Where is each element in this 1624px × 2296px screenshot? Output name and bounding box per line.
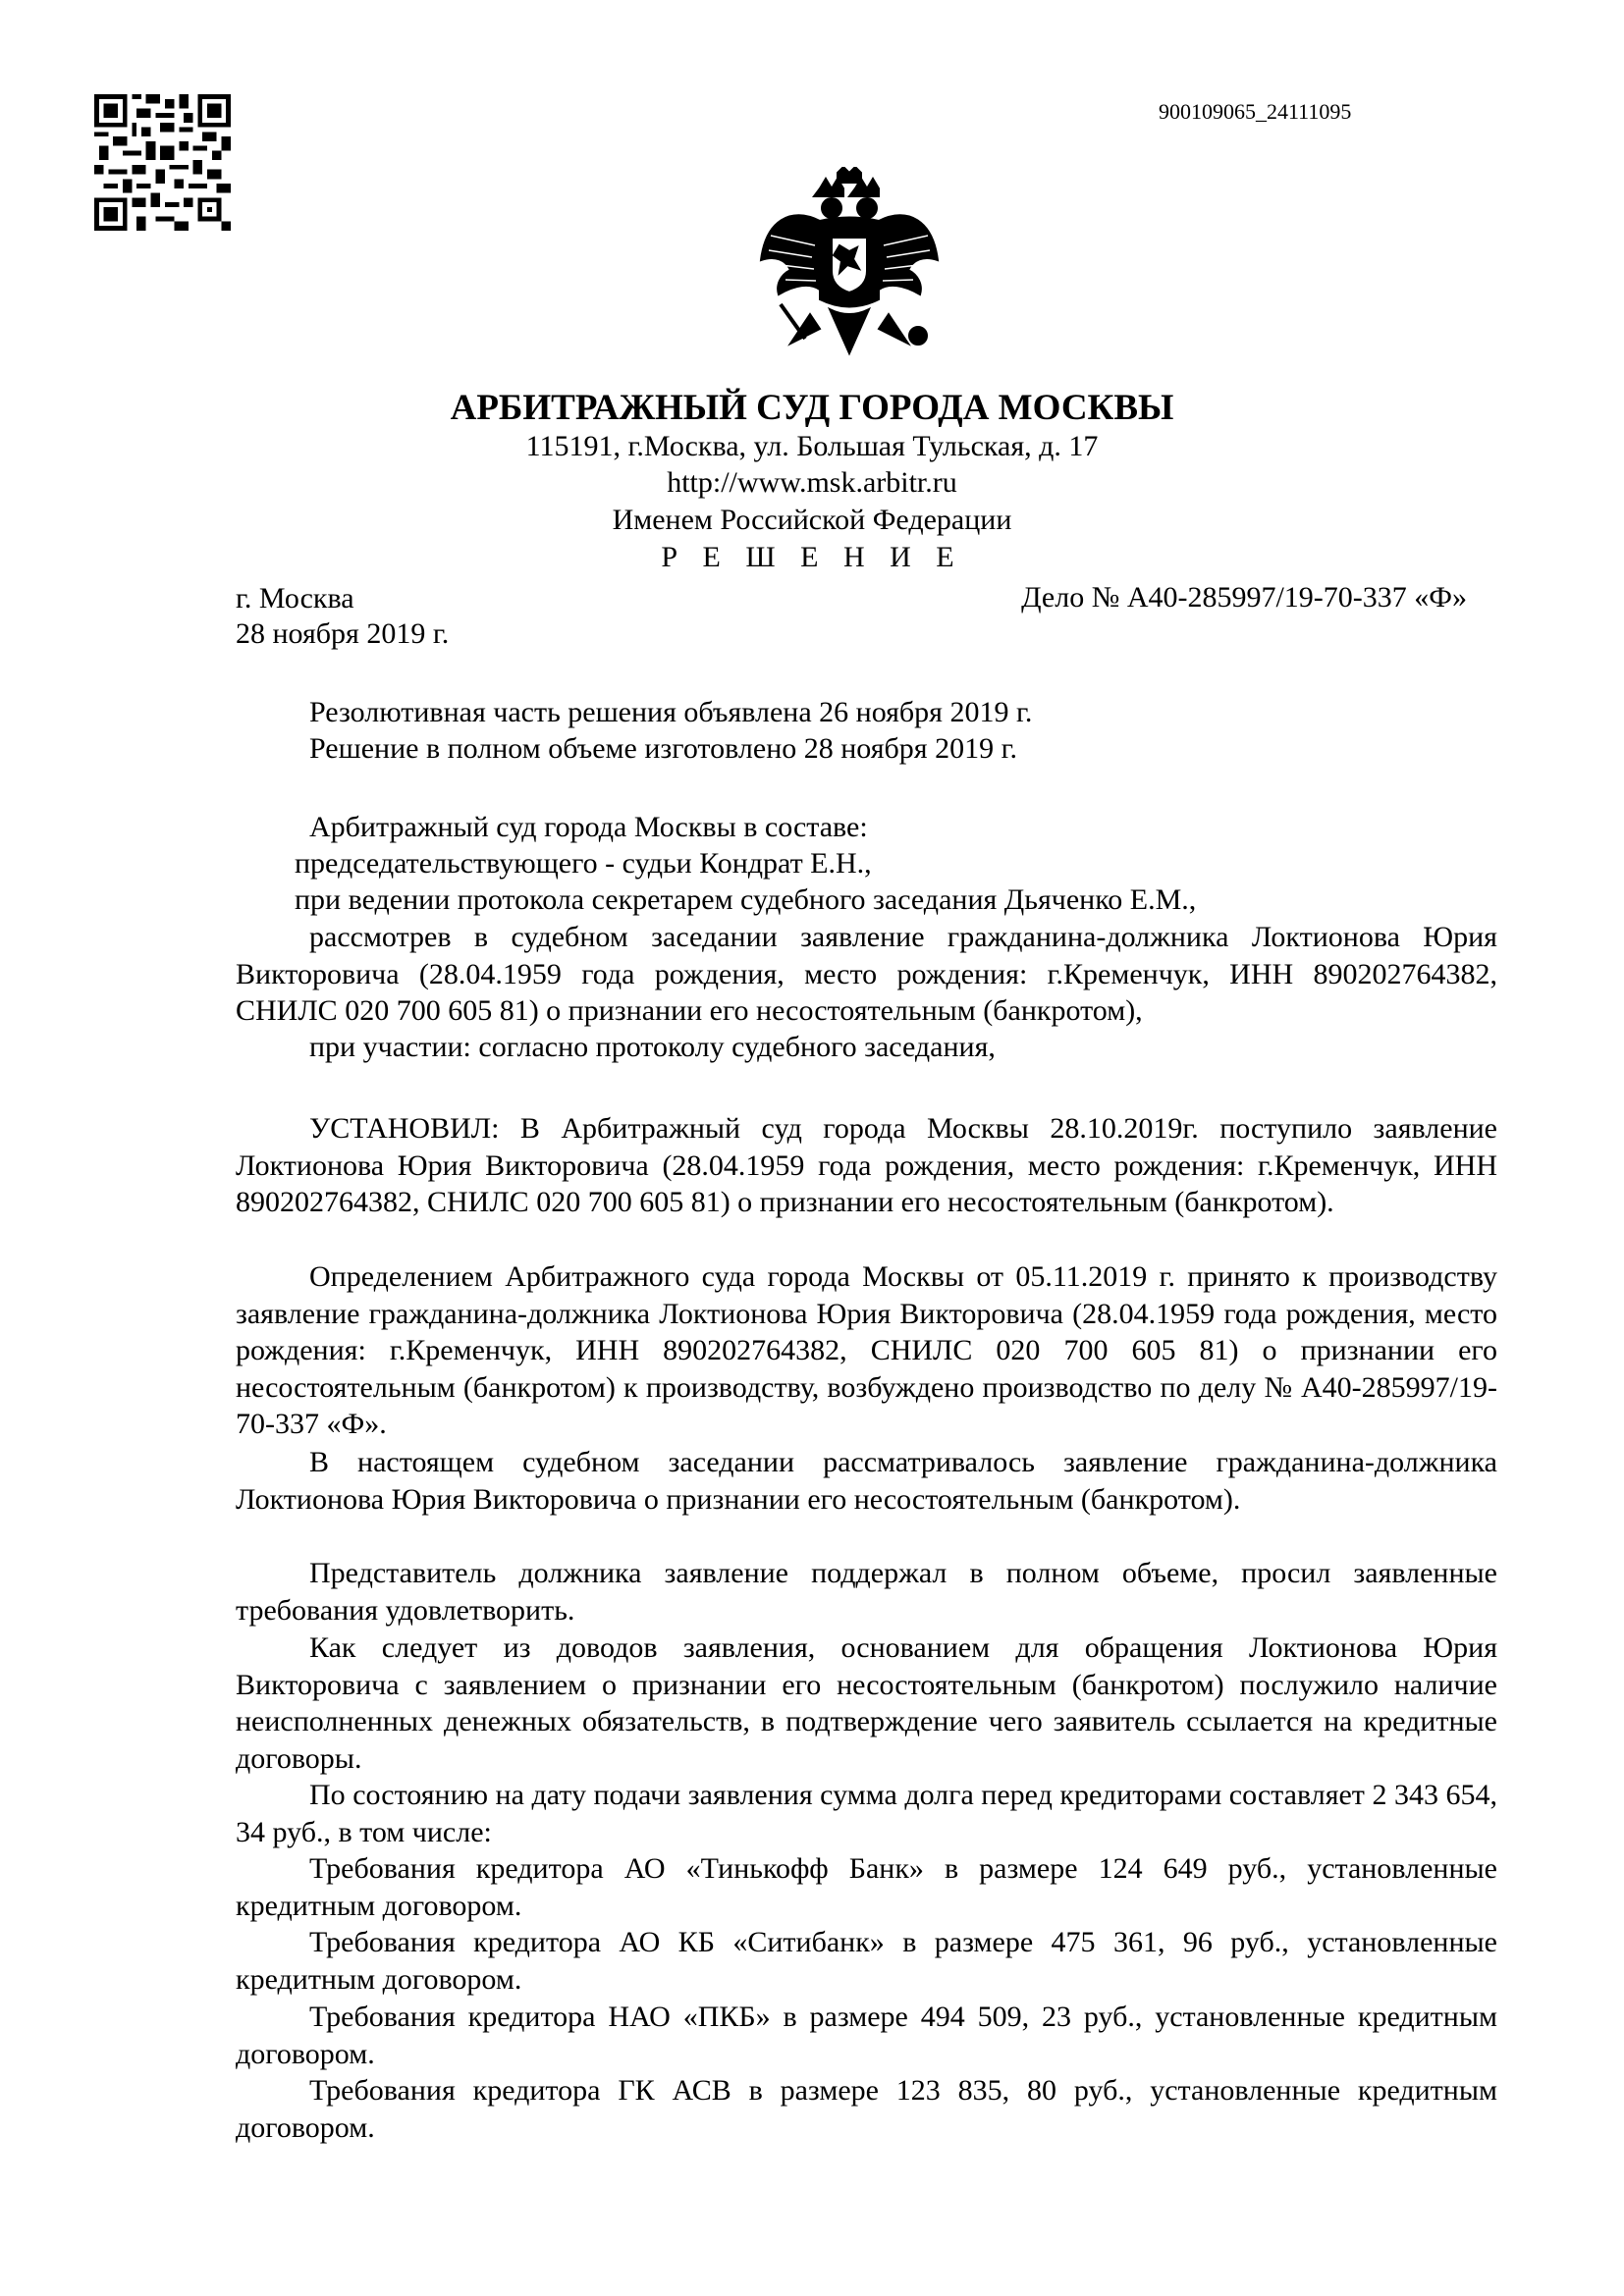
considering-paragraph: рассмотрев в судебном заседании заявление гражданина-должника Локтионова Юрия Викторовича (28.04.1959 года рождения, место рождения: г.Кременчук, ИНН 890202764382, СНИЛС 020 700 605 81) о признании его несостоятельным (банкротом), [236,921,1497,1028]
presiding-judge: председательствующего - судьи Кондрат Е.Н., [295,847,872,880]
case-number: Дело № А40-285997/19-70-337 «Ф» [1021,581,1467,614]
document-type: Р Е Ш Е Н И Е [661,541,963,573]
paragraph-hearing: В настоящем судебном заседании рассматривалось заявление гражданина-должника Локтионова Юрия Викторовича о признании его несостоятельным (банкротом). [236,1446,1497,1516]
decision-date: 28 ноября 2019 г. [236,617,450,650]
court-address: 115191, г.Москва, ул. Большая Тульская, д. 17 [525,430,1099,462]
participation: при участии: согласно протоколу судебного заседания, [309,1031,996,1063]
paragraph-grounds: Как следует из доводов заявления, основанием для обращения Локтионова Юрия Викторовича с заявлением о признании его несостоятельным (банкротом) послужило наличие неисполненных денежных обязательств, в подтверждение чего заявитель ссылается на кредитные договоры. [236,1631,1497,1775]
court-name: АРБИТРАЖНЫЙ СУД ГОРОДА МОСКВЫ [450,388,1174,428]
creditor-claim: Требования кредитора НАО «ПКБ» в размере 494 509, 23 руб., установленные кредитным договором. [236,2001,1497,2070]
city: г. Москва [236,582,354,614]
paragraph-established: УСТАНОВИЛ: В Арбитражный суд города Москвы 28.10.2019г. поступило заявление Локтионова Юрия Викторовича (28.04.1959 года рождения, место рождения: г.Кременчук, ИНН 890202764382, СНИЛС 020 700 605 81) о признании его несостоятельным (банкротом). [236,1112,1497,1219]
qr-code-icon [94,94,231,231]
paragraph-representative: Представитель должника заявление поддержал в полном объеме, просил заявленные требования удовлетворить. [236,1557,1497,1627]
full-decision-date: Решение в полном объеме изготовлено 28 ноября 2019 г. [309,732,1018,765]
in-the-name-of: Именем Российской Федерации [612,504,1012,536]
paragraph-debt-total: По состоянию на дату подачи заявления сумма долга перед кредиторами составляет 2 343 654, 34 руб., в том числе: [236,1779,1497,1848]
resolutive-announcement: Резолютивная часть решения объявлена 26 ноября 2019 г. [309,696,1033,728]
court-secretary: при ведении протокола секретарем судебного заседания Дьяченко Е.М., [295,883,1197,916]
court-composition: Арбитражный суд города Москвы в составе: [309,811,868,843]
creditor-claim: Требования кредитора АО КБ «Ситибанк» в размере 475 361, 96 руб., установленные кредитным договором. [236,1926,1497,1996]
creditor-claim: Требования кредитора АО «Тинькофф Банк» в размере 124 649 руб., установленные кредитным договором. [236,1852,1497,1922]
court-website: http://www.msk.arbitr.ru [667,466,957,499]
document-id: 900109065_24111095 [1159,99,1352,124]
creditor-claim: Требования кредитора ГК АСВ в размере 123 835, 80 руб., установленные кредитным договором. [236,2074,1497,2144]
paragraph-ruling: Определением Арбитражного суда города Москвы от 05.11.2019 г. принято к производству заявление гражданина-должника Локтионова Юрия Викторовича (28.04.1959 года рождения, место рождения: г.Кременчук, ИНН 890202764382, СНИЛС 020 700 605 81) о признании его несостоятельным (банкротом) к производству, возбуждено производство по делу № А40-285997/19-70-337 «Ф». [236,1260,1497,1441]
coat-of-arms-icon [751,167,947,363]
